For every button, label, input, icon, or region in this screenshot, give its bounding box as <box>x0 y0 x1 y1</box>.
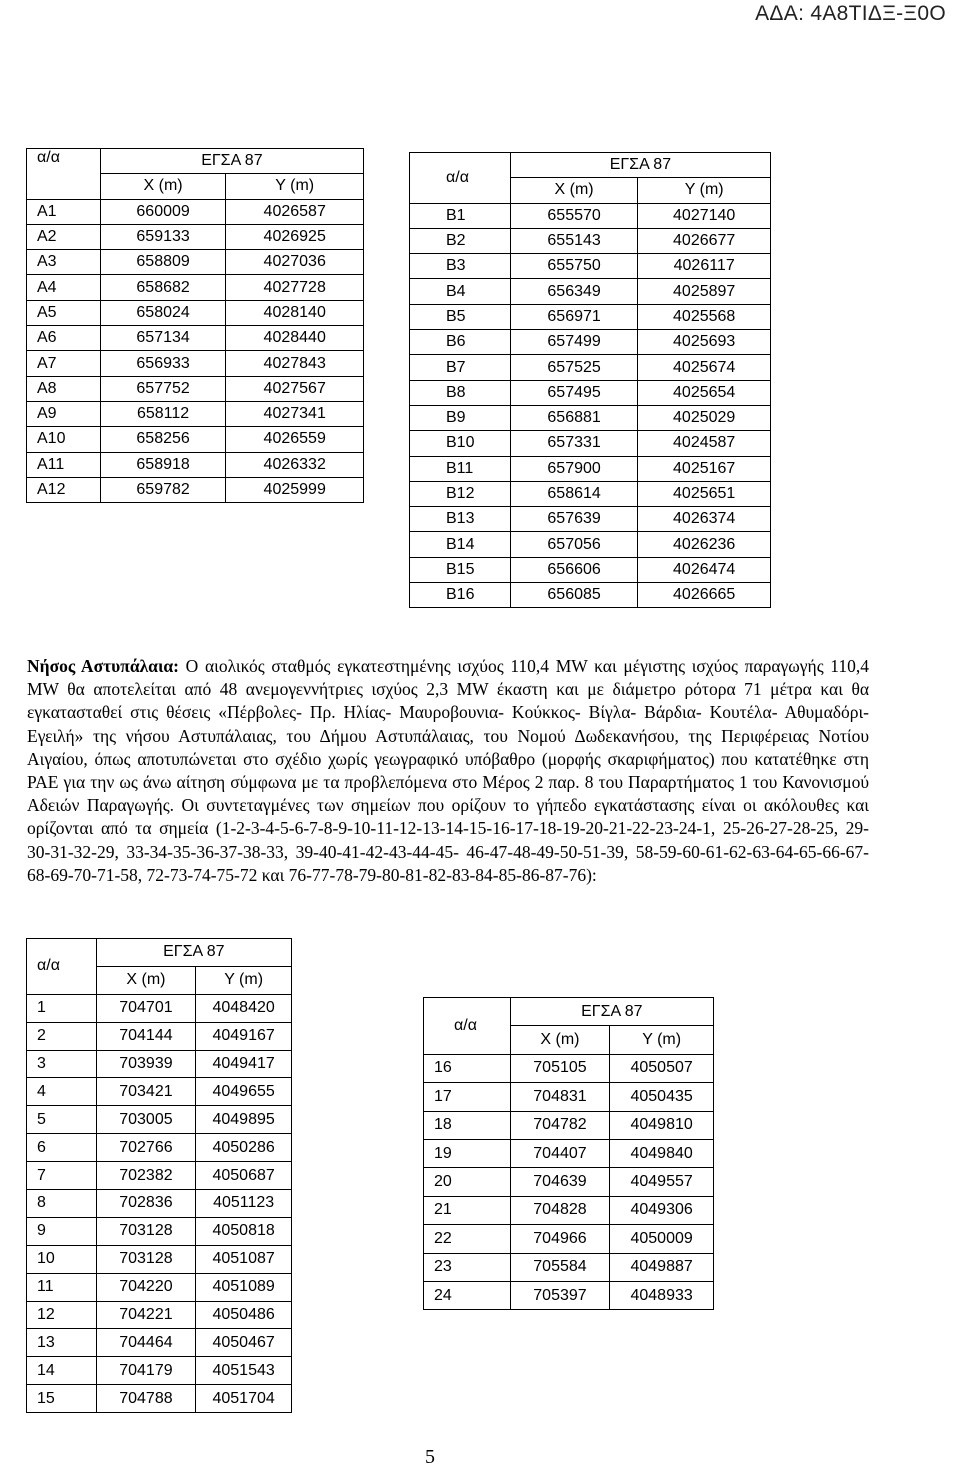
point-id: 3 <box>27 1050 97 1078</box>
x-value: 658682 <box>100 275 226 300</box>
page-number: 5 <box>425 1446 435 1468</box>
paragraph-lead: Νήσος Αστυπάλαια: <box>27 656 179 676</box>
point-id: Β11 <box>410 456 511 481</box>
y-value: 4049417 <box>196 1050 292 1078</box>
point-id: 7 <box>27 1162 97 1190</box>
point-id: Β10 <box>410 431 511 456</box>
table-row <box>27 1134 292 1162</box>
x-header: X (m) <box>100 174 226 199</box>
y-value: 4049895 <box>196 1106 292 1134</box>
point-id: 22 <box>424 1225 511 1253</box>
point-id: 18 <box>424 1111 511 1139</box>
point-id: 11 <box>27 1273 97 1301</box>
point-id: 8 <box>27 1190 97 1218</box>
x-value: 657495 <box>510 380 638 405</box>
y-value: 4049167 <box>196 1022 292 1050</box>
point-id: 9 <box>27 1217 97 1245</box>
x-value: 703128 <box>96 1245 196 1273</box>
table-row <box>424 1253 714 1281</box>
table-row <box>27 427 364 452</box>
point-id: Α1 <box>27 199 101 224</box>
x-value: 658024 <box>100 300 226 325</box>
x-value: 655570 <box>510 203 638 228</box>
x-value: 655750 <box>510 254 638 279</box>
x-value: 657639 <box>510 507 638 532</box>
table-row <box>27 351 364 376</box>
table-row <box>27 1022 292 1050</box>
table-row <box>424 1054 714 1082</box>
table-row <box>424 1111 714 1139</box>
y-header: Y (m) <box>226 174 364 199</box>
x-value: 659782 <box>100 477 226 502</box>
x-value: 658256 <box>100 427 226 452</box>
y-value: 4027341 <box>226 401 364 426</box>
table-row <box>424 1139 714 1167</box>
point-id: 20 <box>424 1168 511 1196</box>
table-row <box>27 199 364 224</box>
y-value: 4050435 <box>610 1083 714 1111</box>
point-id: 6 <box>27 1134 97 1162</box>
x-header: X (m) <box>96 966 196 994</box>
y-value: 4051543 <box>196 1357 292 1385</box>
y-value: 4027728 <box>226 275 364 300</box>
x-value: 657134 <box>100 326 226 351</box>
x-value: 657331 <box>510 431 638 456</box>
x-value: 704144 <box>96 1022 196 1050</box>
y-value: 4025999 <box>226 477 364 502</box>
x-value: 658614 <box>510 481 638 506</box>
point-id: Β9 <box>410 405 511 430</box>
x-value: 656881 <box>510 405 638 430</box>
y-value: 4050507 <box>610 1054 714 1082</box>
point-id: Β8 <box>410 380 511 405</box>
table-row <box>27 1078 292 1106</box>
y-value: 4026677 <box>638 228 771 253</box>
x-value: 660009 <box>100 199 226 224</box>
table-row <box>410 279 771 304</box>
table-row <box>27 994 292 1022</box>
y-value: 4048420 <box>196 994 292 1022</box>
table-row <box>27 326 364 351</box>
y-value: 4026587 <box>226 199 364 224</box>
point-id: Β6 <box>410 330 511 355</box>
table-row <box>27 1329 292 1357</box>
point-id: 15 <box>27 1385 97 1413</box>
y-value: 4027036 <box>226 250 364 275</box>
x-value: 703005 <box>96 1106 196 1134</box>
y-value: 4026665 <box>638 583 771 608</box>
point-id: 13 <box>27 1329 97 1357</box>
table-body <box>27 994 292 1412</box>
y-value: 4049887 <box>610 1253 714 1281</box>
table-row <box>410 456 771 481</box>
y-value: 4026332 <box>226 452 364 477</box>
table-row <box>410 380 771 405</box>
point-id: 2 <box>27 1022 97 1050</box>
table-row <box>27 300 364 325</box>
aa-header: α/α <box>27 149 101 200</box>
y-value: 4025651 <box>638 481 771 506</box>
x-value: 705105 <box>510 1054 610 1082</box>
aa-header: α/α <box>410 153 511 204</box>
y-value: 4049557 <box>610 1168 714 1196</box>
y-header: Y (m) <box>196 966 292 994</box>
x-value: 657499 <box>510 330 638 355</box>
y-value: 4051087 <box>196 1245 292 1273</box>
table-row <box>410 330 771 355</box>
point-id: Β7 <box>410 355 511 380</box>
y-value: 4049655 <box>196 1078 292 1106</box>
y-value: 4027140 <box>638 203 771 228</box>
point-id: Β14 <box>410 532 511 557</box>
y-value: 4049810 <box>610 1111 714 1139</box>
reference-system-header: ΕΓΣΑ 87 <box>510 153 770 178</box>
x-value: 704828 <box>510 1196 610 1224</box>
point-id: 14 <box>27 1357 97 1385</box>
table-row <box>27 1162 292 1190</box>
table-row <box>424 1168 714 1196</box>
x-value: 704221 <box>96 1301 196 1329</box>
x-value: 658112 <box>100 401 226 426</box>
table-row <box>410 507 771 532</box>
y-header: Y (m) <box>638 178 771 203</box>
table-row <box>27 275 364 300</box>
point-id: 19 <box>424 1139 511 1167</box>
table-row <box>27 1357 292 1385</box>
table-row <box>27 1217 292 1245</box>
x-value: 704639 <box>510 1168 610 1196</box>
y-value: 4050286 <box>196 1134 292 1162</box>
point-id: Α9 <box>27 401 101 426</box>
table-row <box>27 452 364 477</box>
coords-table-points-16-24 <box>423 997 714 1310</box>
table-row <box>27 1385 292 1413</box>
y-value: 4025167 <box>638 456 771 481</box>
x-value: 656349 <box>510 279 638 304</box>
table-row <box>410 228 771 253</box>
point-id: Β13 <box>410 507 511 532</box>
x-value: 657752 <box>100 376 226 401</box>
y-value: 4026236 <box>638 532 771 557</box>
x-value: 657900 <box>510 456 638 481</box>
y-value: 4025897 <box>638 279 771 304</box>
x-value: 704407 <box>510 1139 610 1167</box>
point-id: 16 <box>424 1054 511 1082</box>
y-value: 4025568 <box>638 304 771 329</box>
x-value: 704782 <box>510 1111 610 1139</box>
table-row <box>424 1281 714 1309</box>
x-value: 704179 <box>96 1357 196 1385</box>
y-value: 4050467 <box>196 1329 292 1357</box>
x-value: 704220 <box>96 1273 196 1301</box>
y-header: Y (m) <box>610 1026 714 1054</box>
x-value: 704701 <box>96 994 196 1022</box>
table-body <box>410 203 771 608</box>
point-id: 5 <box>27 1106 97 1134</box>
table-row <box>27 1050 292 1078</box>
y-value: 4051123 <box>196 1190 292 1218</box>
y-value: 4050009 <box>610 1225 714 1253</box>
point-id: Α10 <box>27 427 101 452</box>
x-header: X (m) <box>510 178 638 203</box>
y-value: 4049306 <box>610 1196 714 1224</box>
point-id: Α3 <box>27 250 101 275</box>
table-row <box>27 1106 292 1134</box>
point-id: 10 <box>27 1245 97 1273</box>
table-row <box>410 304 771 329</box>
y-value: 4027843 <box>226 351 364 376</box>
paragraph-body: Ο αιολικός σταθμός εγκατεστημένης ισχύος 110,4 MW και μέγιστης ισχύος παραγωγής 110,4 MW θα αποτελείται από 48 ανεμογεννήτριες ισχύος 2,3 MW έκαστη και με διάμετρο ρότορα 71 μέτρα και θα εγκατασταθεί στις θέσεις «Πέρβολες- Πρ. Ηλίας- Μαυροβουνια- Κούκκος- Βίγλα- Βάρδια- Κουτέλα- Αθυμαδόρι- Εγειλή» της νήσου Αστυπάλαιας, του Δήμου Αστυπάλαιας, του Νομού Δωδεκανήσου, της Περιφέρειας Νοτίου Αιγαίου, όπως αποτυπώνεται στο σχέδιο χωρίς γεωγραφικό υπόβαθρο (μορφής σκαριφήματος) που κατατέθηκε στη ΡΑΕ για την ως άνω αίτηση σύμφωνα με τα προβλεπόμενα στο Μέρος 2 παρ. 8 του Παραρτήματος 1 του Κανονισμού Αδειών Παραγωγής. Οι συντεταγμένες των σημείων που ορίζουν το γήπεδο εγκατάστασης είναι οι ακόλουθες και ορίζονται από τα σημεία (1-2-3-4-5-6-7-8-9-10-11-12-13-14-15-16-17-18-19-20-21-22-23-24-1, 25-26-27-28-25, 29-30-31-32-29, 33-34-35-36-37-38-33, 39-40-41-42-43-44-45- 46-47-48-49-50-51-39, 58-59-60-61-62-63-64-65-66-67-68-69-70-71-58, 72-73-74-75-72 και 76-77-78-79-80-81-82-83-84-85-86-87-76): <box>27 656 870 885</box>
coords-table-points-1-15 <box>26 938 292 1413</box>
y-value: 4050486 <box>196 1301 292 1329</box>
point-id: Β16 <box>410 583 511 608</box>
table-body <box>424 1054 714 1310</box>
table-row <box>424 1225 714 1253</box>
point-id: Α12 <box>27 477 101 502</box>
table-row <box>27 1273 292 1301</box>
y-value: 4026117 <box>638 254 771 279</box>
table-row <box>27 401 364 426</box>
aa-header: α/α <box>27 939 97 995</box>
y-value: 4026559 <box>226 427 364 452</box>
x-value: 705584 <box>510 1253 610 1281</box>
table-row <box>410 405 771 430</box>
y-value: 4025654 <box>638 380 771 405</box>
y-value: 4051089 <box>196 1273 292 1301</box>
x-value: 703128 <box>96 1217 196 1245</box>
x-value: 655143 <box>510 228 638 253</box>
x-value: 659133 <box>100 224 226 249</box>
table-row <box>410 481 771 506</box>
y-value: 4026474 <box>638 557 771 582</box>
y-value: 4051704 <box>196 1385 292 1413</box>
x-value: 656085 <box>510 583 638 608</box>
point-id: Β4 <box>410 279 511 304</box>
point-id: Α8 <box>27 376 101 401</box>
point-id: 24 <box>424 1281 511 1309</box>
point-id: Β2 <box>410 228 511 253</box>
point-id: Β12 <box>410 481 511 506</box>
point-id: Α5 <box>27 300 101 325</box>
table-row <box>27 376 364 401</box>
table-row <box>27 1190 292 1218</box>
point-id: Α6 <box>27 326 101 351</box>
table-row <box>410 254 771 279</box>
table-row <box>27 250 364 275</box>
table-row <box>424 1083 714 1111</box>
ada-code: ΑΔΑ: 4Α8ΤΙΔΞ-Ξ0Ο <box>755 2 946 25</box>
table-body <box>27 199 364 503</box>
table-row <box>27 1245 292 1273</box>
x-value: 704788 <box>96 1385 196 1413</box>
point-id: 23 <box>424 1253 511 1281</box>
reference-system-header: ΕΓΣΑ 87 <box>100 149 363 174</box>
y-value: 4050818 <box>196 1217 292 1245</box>
y-value: 4025029 <box>638 405 771 430</box>
x-value: 702382 <box>96 1162 196 1190</box>
coords-table-b <box>409 152 771 608</box>
y-value: 4024587 <box>638 431 771 456</box>
table-row <box>410 203 771 228</box>
x-value: 705397 <box>510 1281 610 1309</box>
point-id: 17 <box>424 1083 511 1111</box>
table-row <box>410 431 771 456</box>
table-row <box>424 1196 714 1224</box>
y-value: 4050687 <box>196 1162 292 1190</box>
table-row <box>410 532 771 557</box>
table-row <box>410 583 771 608</box>
point-id: 21 <box>424 1196 511 1224</box>
y-value: 4028440 <box>226 326 364 351</box>
y-value: 4028140 <box>226 300 364 325</box>
x-value: 704966 <box>510 1225 610 1253</box>
point-id: Α7 <box>27 351 101 376</box>
aa-header: α/α <box>424 998 511 1055</box>
table-row <box>27 1301 292 1329</box>
x-value: 656971 <box>510 304 638 329</box>
x-header: X (m) <box>510 1026 610 1054</box>
point-id: Β1 <box>410 203 511 228</box>
point-id: 1 <box>27 994 97 1022</box>
point-id: Β3 <box>410 254 511 279</box>
x-value: 658918 <box>100 452 226 477</box>
y-value: 4026374 <box>638 507 771 532</box>
x-value: 702766 <box>96 1134 196 1162</box>
point-id: Α2 <box>27 224 101 249</box>
x-value: 704831 <box>510 1083 610 1111</box>
point-id: Α4 <box>27 275 101 300</box>
table-row <box>27 224 364 249</box>
x-value: 657525 <box>510 355 638 380</box>
y-value: 4026925 <box>226 224 364 249</box>
x-value: 656933 <box>100 351 226 376</box>
x-value: 656606 <box>510 557 638 582</box>
y-value: 4025674 <box>638 355 771 380</box>
table-row <box>410 355 771 380</box>
y-value: 4025693 <box>638 330 771 355</box>
table-row <box>410 557 771 582</box>
point-id: 12 <box>27 1301 97 1329</box>
y-value: 4048933 <box>610 1281 714 1309</box>
coords-table-a <box>26 148 364 503</box>
reference-system-header: ΕΓΣΑ 87 <box>96 939 291 967</box>
reference-system-header: ΕΓΣΑ 87 <box>510 998 713 1026</box>
x-value: 703421 <box>96 1078 196 1106</box>
table-row <box>27 477 364 502</box>
description-paragraph <box>27 655 869 887</box>
point-id: Β15 <box>410 557 511 582</box>
x-value: 702836 <box>96 1190 196 1218</box>
x-value: 704464 <box>96 1329 196 1357</box>
point-id: Β5 <box>410 304 511 329</box>
y-value: 4049840 <box>610 1139 714 1167</box>
x-value: 658809 <box>100 250 226 275</box>
point-id: 4 <box>27 1078 97 1106</box>
x-value: 657056 <box>510 532 638 557</box>
point-id: Α11 <box>27 452 101 477</box>
x-value: 703939 <box>96 1050 196 1078</box>
y-value: 4027567 <box>226 376 364 401</box>
